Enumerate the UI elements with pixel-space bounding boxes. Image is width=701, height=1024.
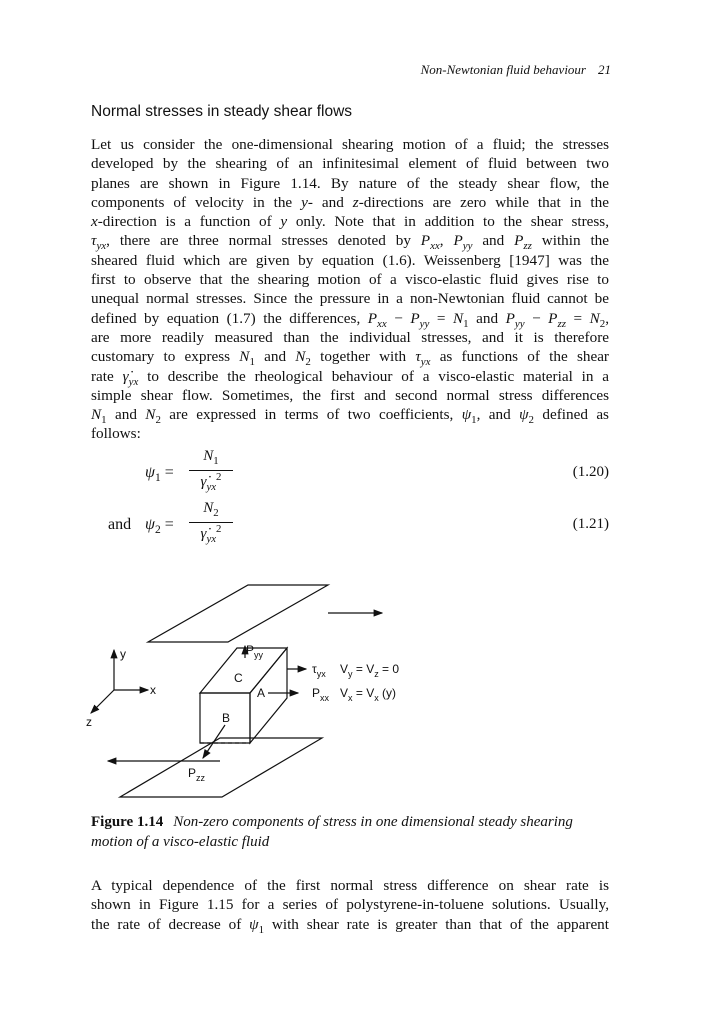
point-label-b: B	[222, 711, 231, 725]
paragraph-2	[91, 876, 609, 934]
page-number: 21	[598, 62, 611, 77]
point-label-a: A	[257, 686, 266, 700]
stress-label-pyy: $P_{yy}$	[246, 643, 264, 660]
p1-line-7: sheared fluid which are given by equation (1.6). Weissenberg [1947] was the	[91, 251, 609, 269]
bottom-plane	[120, 738, 322, 797]
caption-number: Figure 1.14	[91, 814, 164, 830]
figure-caption	[91, 812, 609, 852]
eq1-fraction	[189, 448, 233, 491]
eq2-denominator: $\gammȧ_{yx}^2$	[200, 523, 222, 545]
eq2-fraction	[189, 500, 233, 543]
eq1-lhs: $\psi_1$ =	[145, 464, 174, 485]
axis-label-z: z	[86, 715, 92, 729]
p1-line-15: $N_1$ and $N_2$ are expressed in terms of two coefficients, $\psi_1$, and $\psi_2$ defined as	[91, 406, 609, 427]
p1-line-9: unequal normal stresses. Since the pressure in a non-Newtonian fluid cannot be	[91, 290, 609, 308]
stress-label-pxx: $P_{xx}$	[312, 686, 330, 703]
axis-label-x: x	[150, 683, 156, 697]
shear-diagram	[60, 570, 540, 800]
p1-line-11: are more readily measured than the individual stresses, and it is therefore	[91, 328, 609, 346]
eq2-number: (1.21)	[572, 516, 609, 532]
stress-label-tau: $\tau_{yx}$	[312, 662, 326, 679]
p1-line-2: developed by the shearing of an infinitesimal element of fluid between two	[91, 155, 609, 173]
z-axis	[91, 690, 114, 713]
eq2-lhs: $\psi_2$ =	[145, 516, 174, 537]
pzz-arrow	[203, 725, 225, 758]
running-head	[421, 62, 611, 78]
p1-line-14: simple shear flow. Sometimes, the first and second normal stress differences	[91, 386, 609, 404]
stress-label-pzz: $P_{zz}$	[188, 766, 206, 783]
point-label-c: C	[234, 671, 243, 685]
p1-line-6: $\tau_{yx}$, there are three normal stresses denoted by $P_{xx}$, $P_{yy}$ and $P_{zz}$ within the	[91, 232, 609, 253]
p2-line-3: the rate of decrease of $\psi_1$ with shear rate is greater than that of the apparent	[91, 915, 609, 936]
p1-line-12: customary to express $N_1$ and $N_2$ together with $\tau_{yx}$ as functions of the shear	[91, 348, 609, 369]
eq2-prefix: and	[108, 516, 132, 533]
paragraph-1	[91, 135, 609, 444]
element-side-face	[250, 648, 287, 743]
eq1-numerator: $N_1$	[203, 448, 219, 467]
p2-line-1: A typical dependence of the first normal stress difference on shear rate is	[91, 877, 609, 894]
p1-line-16: follows:	[91, 425, 141, 443]
p1-line-8: first to observe that the shearing motion of a visco-elastic fluid gives rise to	[91, 271, 609, 289]
axis-label-y: y	[120, 647, 126, 661]
p1-line-10: defined by equation (1.7) the differences, $P_{xx} - P_{yy} = N_1$ and $P_{yy} - P_{zz} = N_2$,	[91, 309, 609, 330]
p1-line-1: Let us consider the one-dimensional shearing motion of a fluid; the stresses	[91, 136, 609, 153]
p1-line-13: rate $\gammȧ_{yx}$ to describe the rheological behaviour of a visco-elastic material in a	[91, 367, 609, 388]
element-top-face	[200, 648, 287, 693]
caption-text: Non-zero components of stress in one dimensional steady shearing motion of a visco-elastic fluid	[91, 814, 573, 850]
top-plane	[148, 585, 328, 642]
section-title: Normal stresses in steady shear flows	[91, 103, 353, 120]
eq2-numerator: $N_2$	[203, 500, 219, 519]
velocity-label-1: $V_y = V_z = 0$	[340, 662, 400, 679]
running-title: Non-Newtonian fluid behaviour	[420, 62, 586, 77]
p1-line-3: planes are shown in Figure 1.14. By nature of the steady shear flow, the	[91, 174, 609, 192]
figure-1-14	[60, 570, 540, 800]
p1-line-4: components of velocity in the y- and z-directions are zero while that in the	[91, 193, 609, 211]
eq1-denominator: $\gammȧ_{yx}^2$	[200, 471, 222, 493]
eq1-number: (1.20)	[572, 464, 609, 480]
p2-line-2: shown in Figure 1.15 for a series of polystyrene-in-toluene solutions. Usually,	[91, 896, 609, 914]
velocity-label-2: $V_x = V_x$ (y)	[340, 686, 397, 703]
p1-line-5: x-direction is a function of y only. Note that in addition to the shear stress,	[91, 213, 610, 231]
equation-1-20	[91, 448, 609, 504]
equation-1-21	[91, 500, 609, 556]
